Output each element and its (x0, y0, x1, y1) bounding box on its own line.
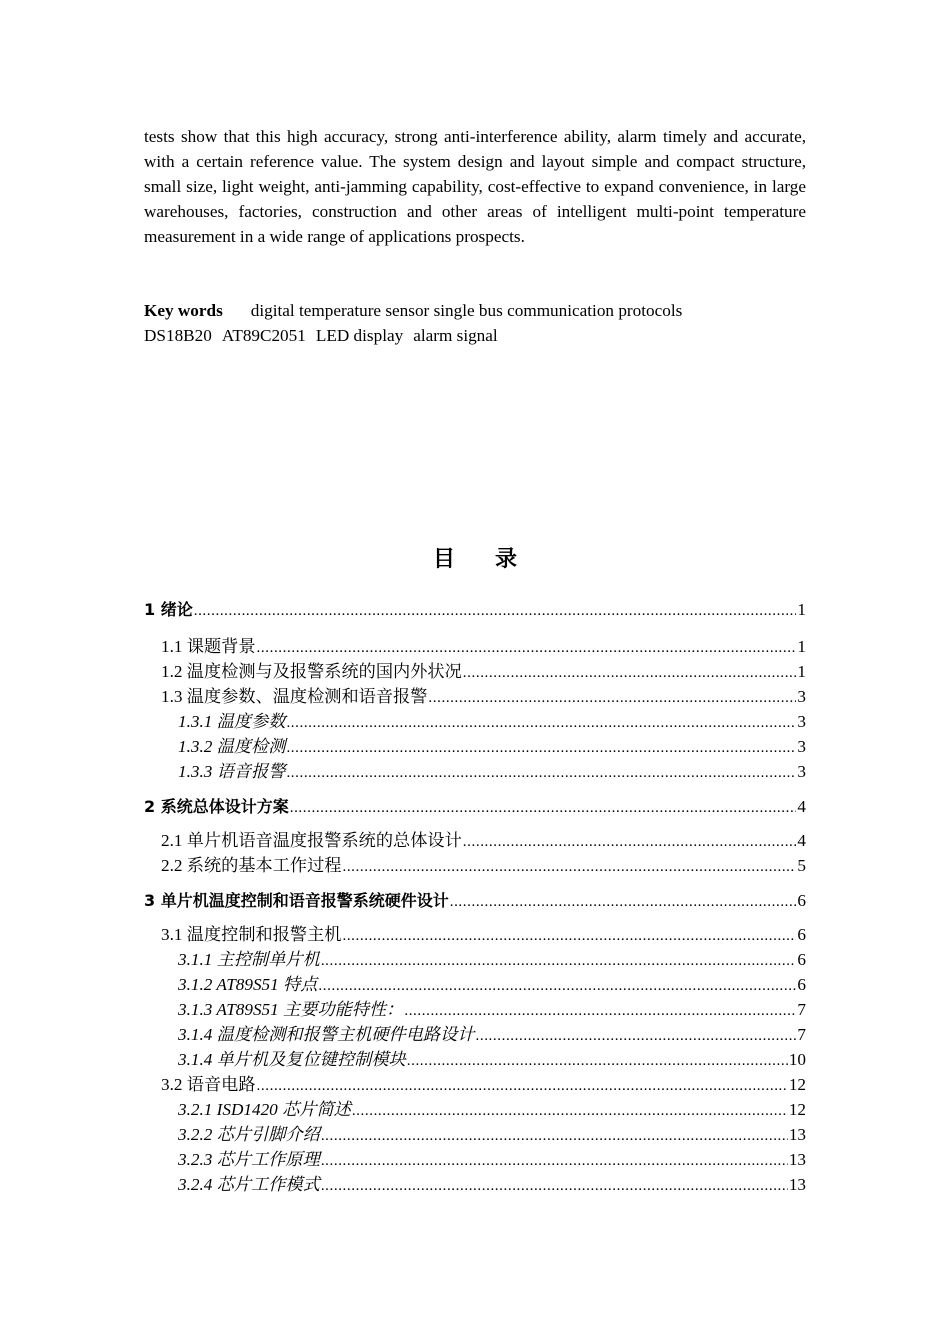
toc-entry-label: 3.2.1 ISD1420 芯片简述 (178, 1100, 351, 1119)
toc-entry-1-3[interactable] (161, 684, 806, 709)
toc-leader-dots (194, 599, 797, 624)
toc-leader-dots (321, 949, 797, 974)
toc-entry-label: 3.1.1 主控制单片机 (178, 950, 320, 969)
toc-entry-page: 1 (797, 637, 806, 656)
toc-entry-page: 12 (788, 1075, 806, 1094)
toc-entry-page: 6 (797, 925, 806, 944)
toc-entry-3-1-4a[interactable] (178, 1022, 806, 1047)
toc-entry-page: 3 (797, 687, 806, 706)
toc-entry-page: 13 (788, 1175, 806, 1194)
toc-entry-label: 1.3.2 温度检测 (178, 737, 286, 756)
toc-leader-dots (318, 974, 796, 999)
toc-entry-page: 12 (788, 1100, 806, 1119)
toc-entry-page: 6 (797, 891, 806, 910)
toc-entry-2-2[interactable] (161, 853, 806, 878)
toc-leader-dots (407, 1049, 788, 1074)
toc-leader-dots (463, 661, 797, 686)
toc-entry-3-1-3[interactable] (178, 997, 806, 1022)
abstract-paragraph: tests show that this high accuracy, strong anti-interference ability, alarm timely and accurate, with a certain reference value. The system design and layout simple and compact structure, small size, light weight, anti-jamming capability, cost-effective to expand convenience, in large warehouses, factories, construction and other areas of intelligent multi-point temperature measurement in a wide range of applications prospects. (144, 127, 806, 246)
toc-leader-dots (286, 761, 796, 786)
toc-leader-dots (286, 736, 796, 761)
toc-entry-page: 1 (797, 600, 806, 619)
toc-entry-page: 13 (788, 1125, 806, 1144)
toc-entry-label: 3.2.4 芯片工作模式 (178, 1175, 320, 1194)
toc-entry-label: 3.1.4 单片机及复位键控制模块 (178, 1050, 406, 1069)
toc-entry-page: 3 (797, 762, 806, 781)
toc-entry-label: 1.3.1 温度参数 (178, 712, 286, 731)
toc-entry-page: 4 (797, 831, 806, 850)
toc-entry-page: 3 (797, 737, 806, 756)
toc-entry-2-1[interactable] (161, 828, 806, 853)
toc-entry-3-1-1[interactable] (178, 947, 806, 972)
toc-entry-label: 2 系统总体设计方案 (144, 797, 289, 816)
keyword-led-display: LED display (315, 326, 404, 345)
toc-entry-2[interactable] (144, 794, 806, 819)
toc-leader-dots (321, 1174, 788, 1199)
toc-leader-dots (342, 855, 796, 880)
toc-entry-label: 3 单片机温度控制和语音报警系统硬件设计 (144, 891, 449, 910)
toc-entry-label: 3.2 语音电路 (161, 1075, 256, 1094)
toc-entry-label: 3.1.4 温度检测和报警主机硬件电路设计 (178, 1025, 475, 1044)
keyword-at89c2051: AT89C2051 (221, 326, 306, 345)
toc-entry-label: 2.2 系统的基本工作过程 (161, 856, 342, 875)
toc-entry-3-1[interactable] (161, 922, 806, 947)
toc-leader-dots (321, 1124, 788, 1149)
keywords-line1: digital temperature sensor single bus communication protocols (250, 301, 683, 320)
toc-entry-label: 3.1 温度控制和报警主机 (161, 925, 342, 944)
toc-entry-1-3-2[interactable] (178, 734, 806, 759)
toc-entry-3-2[interactable] (161, 1072, 806, 1097)
toc-entry-3-1-2[interactable] (178, 972, 806, 997)
toc-entry-page: 7 (797, 1000, 806, 1019)
toc-entry-1-3-1[interactable] (178, 709, 806, 734)
toc-entry-3-1-4b[interactable] (178, 1047, 806, 1072)
toc-entry-page: 3 (797, 712, 806, 731)
toc-entry-3-2-4[interactable] (178, 1172, 806, 1197)
toc-leader-dots (404, 999, 796, 1024)
toc-entry-page: 5 (797, 856, 806, 875)
toc-entry-label: 1.1 课题背景 (161, 637, 256, 656)
toc-entry-label: 3.2.3 芯片工作原理 (178, 1150, 320, 1169)
toc-entry-label: 3.1.2 AT89S51 特点 (178, 975, 318, 994)
keyword-alarm-signal: alarm signal (413, 326, 498, 345)
toc-entry-3-2-3[interactable] (178, 1147, 806, 1172)
toc-entry-label: 3.1.3 AT89S51 主要功能特性： (178, 1000, 404, 1019)
toc-entry-label: 1 绪论 (144, 600, 193, 619)
toc-entry-label: 1.3.3 语音报警 (178, 762, 286, 781)
toc-entry-1[interactable] (144, 597, 806, 622)
toc-leader-dots (286, 711, 796, 736)
toc-entry-page: 6 (797, 950, 806, 969)
toc-entry-1-1[interactable] (161, 634, 806, 659)
toc-entry-label: 1.2 温度检测与及报警系统的国内外状况 (161, 662, 462, 681)
toc-leader-dots (257, 1074, 788, 1099)
toc-entry-1-3-3[interactable] (178, 759, 806, 784)
toc-entry-3-2-1[interactable] (178, 1097, 806, 1122)
toc-leader-dots (476, 1024, 797, 1049)
toc-entry-label: 3.2.2 芯片引脚介绍 (178, 1125, 320, 1144)
toc-leader-dots (342, 924, 796, 949)
toc-entry-page: 13 (788, 1150, 806, 1169)
toc-entry-page: 4 (797, 797, 806, 816)
toc-leader-dots (428, 686, 796, 711)
toc-title: 目录 (432, 547, 557, 572)
toc-entry-3-2-2[interactable] (178, 1122, 806, 1147)
toc-entry-1-2[interactable] (161, 659, 806, 684)
toc-leader-dots (257, 636, 797, 661)
toc-entry-label: 1.3 温度参数、温度检测和语音报警 (161, 687, 428, 706)
keywords-label: Key words (144, 301, 223, 320)
toc-leader-dots (450, 890, 797, 915)
toc-leader-dots (463, 830, 797, 855)
toc-entry-page: 1 (797, 662, 806, 681)
toc-entry-3[interactable] (144, 888, 806, 913)
toc-entry-page: 10 (788, 1050, 806, 1069)
toc-entry-page: 7 (797, 1025, 806, 1044)
toc-entry-label: 2.1 单片机语音温度报警系统的总体设计 (161, 831, 462, 850)
toc-leader-dots (352, 1099, 788, 1124)
keyword-ds18b20: DS18B20 (144, 326, 212, 345)
toc-leader-dots (321, 1149, 788, 1174)
toc-entry-page: 6 (797, 975, 806, 994)
toc-leader-dots (290, 796, 797, 821)
